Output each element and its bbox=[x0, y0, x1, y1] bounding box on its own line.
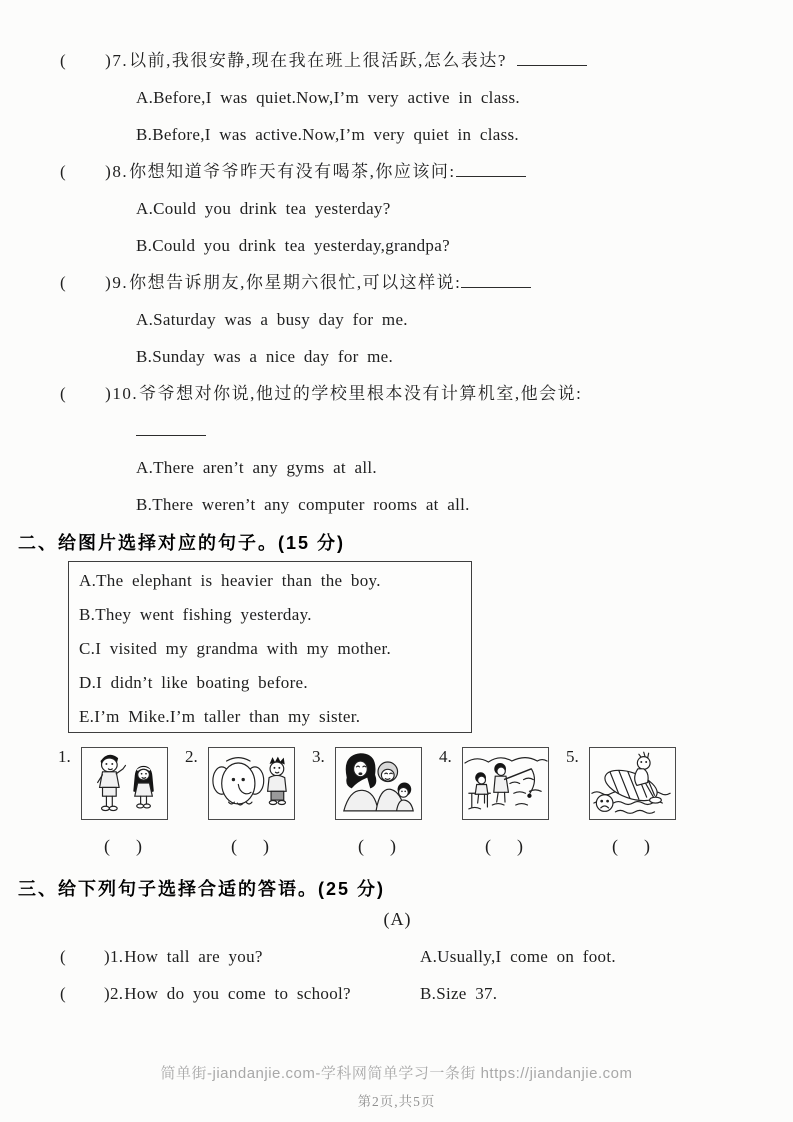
paren-open: ( bbox=[60, 273, 68, 292]
paren-open: ( bbox=[60, 162, 68, 181]
paren-close: ) bbox=[105, 273, 113, 292]
question-number: 2. bbox=[109, 984, 124, 1003]
picture-5-answer-slot bbox=[566, 836, 676, 857]
qa-1-question bbox=[60, 946, 420, 968]
picture-answer-row bbox=[58, 836, 765, 857]
picture-3-number: 3. bbox=[312, 747, 325, 766]
box-sentence-e: E.I’m Mike.I’m taller than my sister. bbox=[79, 707, 361, 726]
question-9-prompt-line bbox=[60, 272, 765, 294]
paren-close: ) bbox=[105, 384, 113, 403]
page-number: 第2页,共5页 bbox=[357, 1094, 436, 1109]
question-number: 7. bbox=[112, 51, 129, 70]
picture-2-answer-slot bbox=[185, 836, 295, 857]
qa-2-question bbox=[60, 983, 420, 1005]
question-9-option-b: B.Sunday was a nice day for me. bbox=[136, 347, 394, 366]
box-sentence-a: A.The elephant is heavier than the boy. bbox=[79, 571, 381, 590]
question-text: How tall are you? bbox=[124, 947, 263, 966]
picture-5-number: 5. bbox=[566, 747, 579, 766]
paren-open: ( bbox=[60, 51, 68, 70]
picture-2-number: 2. bbox=[185, 747, 198, 766]
blank-line bbox=[517, 53, 587, 66]
blank-line bbox=[456, 164, 526, 177]
question-9-option-a: A.Saturday was a busy day for me. bbox=[136, 310, 408, 329]
answer-slot-q8 bbox=[60, 161, 112, 183]
picture-1-answer-slot bbox=[58, 836, 168, 857]
picture-2 bbox=[208, 747, 295, 820]
answer-slot bbox=[60, 983, 110, 1005]
paren-open: ( bbox=[231, 836, 237, 856]
paren-close: ) bbox=[103, 984, 110, 1003]
question-7-option-a: A.Before,I was quiet.Now,I’m very active in class. bbox=[136, 88, 520, 107]
paren-close: ) bbox=[517, 836, 523, 856]
box-sentence-d: D.I didn’t like boating before. bbox=[79, 673, 308, 692]
paren-close: ) bbox=[105, 51, 113, 70]
picture-4-number: 4. bbox=[439, 747, 452, 766]
picture-1-number: 1. bbox=[58, 747, 71, 766]
page-footer bbox=[0, 1062, 793, 1110]
picture-1 bbox=[81, 747, 168, 820]
paren-open: ( bbox=[104, 836, 110, 856]
paren-open: ( bbox=[60, 947, 66, 966]
paren-open: ( bbox=[485, 836, 491, 856]
question-10-option-a: A.There aren’t any gyms at all. bbox=[136, 458, 377, 477]
paren-close: ) bbox=[263, 836, 269, 856]
question-7-prompt-line bbox=[60, 50, 765, 72]
paren-close: ) bbox=[103, 947, 110, 966]
person-in-boat-sad-face-illustration bbox=[590, 748, 675, 819]
qa-row-2 bbox=[60, 983, 765, 1005]
box-sentence-b: B.They went fishing yesterday. bbox=[79, 605, 312, 624]
box-sentence-c: C.I visited my grandma with my mother. bbox=[79, 639, 392, 658]
section3-group-label: (A) bbox=[383, 909, 412, 929]
question-7-option-b: B.Before,I was active.Now,I’m very quiet in class. bbox=[136, 125, 519, 144]
paren-close: ) bbox=[644, 836, 650, 856]
picture-5 bbox=[589, 747, 676, 820]
answer-slot-q10 bbox=[60, 383, 112, 405]
question-10-prompt-line bbox=[60, 383, 765, 405]
question-10-option-b: B.There weren’t any computer rooms at all. bbox=[136, 495, 470, 514]
answer-slot bbox=[60, 946, 110, 968]
section2-heading: 二、给图片选择对应的句子。(15 分) bbox=[18, 533, 346, 553]
mother-grandma-child-illustration bbox=[336, 748, 421, 819]
question-number: 8. bbox=[112, 162, 129, 181]
qa-1-answer: A.Usually,I come on foot. bbox=[420, 947, 616, 966]
paren-open: ( bbox=[358, 836, 364, 856]
blank-line bbox=[461, 275, 531, 288]
question-number: 1. bbox=[109, 947, 124, 966]
paren-open: ( bbox=[60, 984, 66, 1003]
pictures-row bbox=[58, 747, 765, 820]
answer-slot-q9 bbox=[60, 272, 112, 294]
paren-open: ( bbox=[612, 836, 618, 856]
qa-row-1 bbox=[60, 946, 765, 968]
question-text: How do you come to school? bbox=[124, 984, 351, 1003]
paren-close: ) bbox=[390, 836, 396, 856]
picture-item-2 bbox=[185, 747, 295, 820]
answer-slot-q7 bbox=[60, 50, 112, 72]
paren-close: ) bbox=[105, 162, 113, 181]
paren-close: ) bbox=[136, 836, 142, 856]
picture-3-answer-slot bbox=[312, 836, 422, 857]
picture-4-answer-slot bbox=[439, 836, 549, 857]
sentence-choice-box bbox=[68, 561, 472, 733]
picture-item-5 bbox=[566, 747, 676, 820]
question-number: 9. bbox=[112, 273, 129, 292]
question-10-blank-row bbox=[136, 420, 765, 442]
section3-heading: 三、给下列句子选择合适的答语。(25 分) bbox=[18, 879, 386, 899]
question-text: 爷爷想对你说,他过的学校里根本没有计算机室,他会说: bbox=[139, 384, 583, 403]
blank-line bbox=[136, 423, 206, 436]
qa-2-answer: B.Size 37. bbox=[420, 984, 498, 1003]
tall-boy-and-girl-illustration bbox=[82, 748, 167, 819]
picture-item-4 bbox=[439, 747, 549, 820]
elephant-and-boy-illustration bbox=[209, 748, 294, 819]
children-fishing-illustration bbox=[463, 748, 548, 819]
question-8-prompt-line bbox=[60, 161, 765, 183]
question-8-option-a: A.Could you drink tea yesterday? bbox=[136, 199, 391, 218]
picture-item-1 bbox=[58, 747, 168, 820]
question-8-option-b: B.Could you drink tea yesterday,grandpa? bbox=[136, 236, 450, 255]
picture-4 bbox=[462, 747, 549, 820]
picture-3 bbox=[335, 747, 422, 820]
question-text: 以前,我很安静,现在我在班上很活跃,怎么表达? bbox=[129, 51, 507, 70]
picture-item-3 bbox=[312, 747, 422, 820]
question-number: 10. bbox=[112, 384, 139, 403]
watermark-text: 简单街-jiandanjie.com-学科网简单学习一条街 https://jiandanjie.com bbox=[160, 1065, 633, 1082]
question-text: 你想告诉朋友,你星期六很忙,可以这样说: bbox=[129, 273, 462, 292]
question-text: 你想知道爷爷昨天有没有喝茶,你应该问: bbox=[129, 162, 456, 181]
paren-open: ( bbox=[60, 384, 68, 403]
page-content bbox=[18, 50, 765, 1020]
